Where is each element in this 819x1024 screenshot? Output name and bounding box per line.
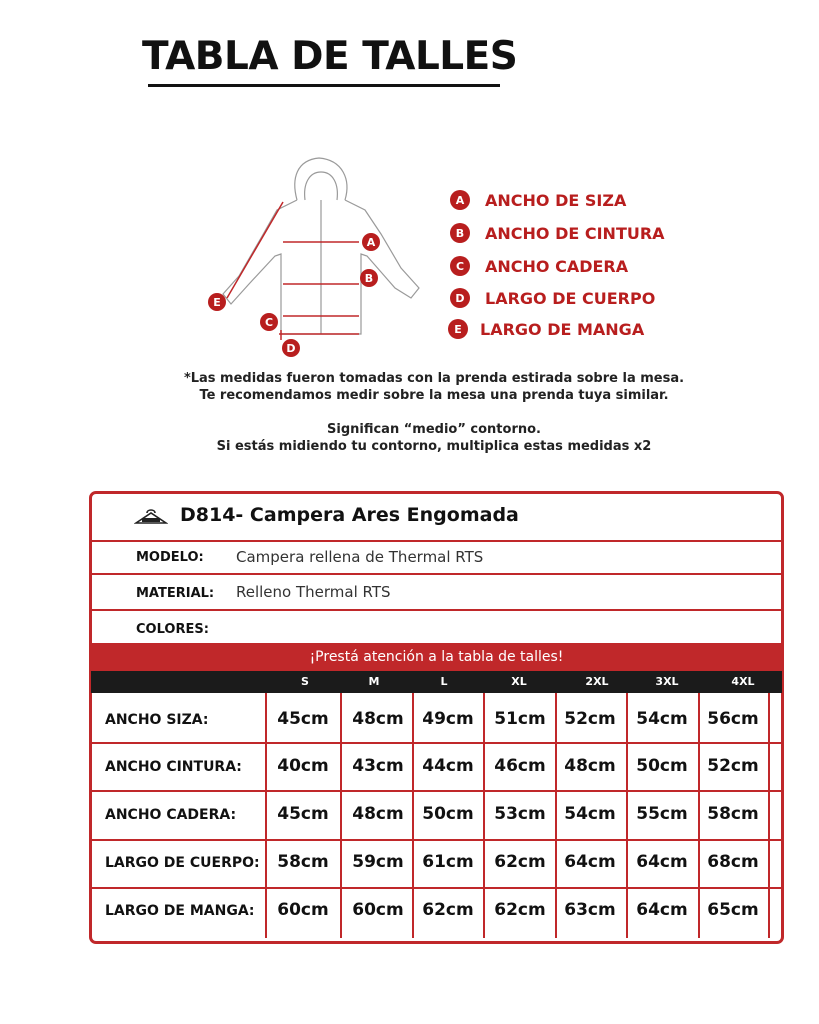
diagram-marker-e	[208, 293, 226, 311]
table-cell: 45cm	[277, 804, 329, 824]
table-cell: 60cm	[352, 900, 404, 920]
table-cell: 44cm	[422, 756, 474, 776]
table-cell: 62cm	[494, 900, 546, 920]
title-underline	[148, 84, 500, 87]
legend-badge: C	[450, 256, 470, 276]
table-cell: 50cm	[422, 804, 474, 824]
table-cell: 62cm	[422, 900, 474, 920]
product-size-card	[89, 491, 784, 944]
table-cell: 45cm	[277, 709, 329, 729]
svg-text:A: A	[366, 236, 376, 249]
spec-value: Campera rellena de Thermal RTS	[236, 548, 484, 566]
table-cell: 52cm	[707, 756, 759, 776]
table-row	[92, 842, 781, 890]
table-cell: 65cm	[707, 900, 759, 920]
table-cell: 51cm	[494, 709, 546, 729]
legend-label: ANCHO CADERA	[485, 256, 629, 276]
table-row	[92, 746, 781, 794]
size-label-xl: XL	[511, 675, 527, 688]
legend-label: ANCHO DE SIZA	[485, 190, 627, 210]
table-cell: 56cm	[707, 709, 759, 729]
legend-item-b	[450, 221, 665, 245]
row-label: ANCHO CADERA:	[105, 807, 237, 823]
table-cell: 53cm	[494, 804, 546, 824]
legend-label: LARGO DE MANGA	[480, 319, 645, 339]
legend-item-c	[450, 254, 628, 278]
diagram-marker-c	[260, 313, 278, 331]
hanger-icon	[134, 508, 168, 526]
table-cell: 68cm	[707, 852, 759, 872]
legend-badge: A	[450, 190, 470, 210]
table-cell: 58cm	[707, 804, 759, 824]
row-label: LARGO DE MANGA:	[105, 903, 255, 919]
spec-row-material	[92, 575, 781, 611]
svg-text:B: B	[364, 272, 374, 285]
size-label-3xl: 3XL	[655, 675, 679, 688]
table-cell: 48cm	[352, 709, 404, 729]
size-header-row	[91, 671, 782, 693]
legend-badge: B	[450, 223, 470, 243]
table-cell: 63cm	[564, 900, 616, 920]
note-multiply-x2: Si estás midiendo tu contorno, multiplica estas medidas x2	[216, 439, 652, 454]
row-label: ANCHO CINTURA:	[105, 759, 242, 775]
page-title: TABLA DE TALLES	[142, 34, 518, 79]
row-label: LARGO DE CUERPO:	[105, 855, 260, 871]
table-cell: 54cm	[564, 804, 616, 824]
size-label-4xl: 4XL	[731, 675, 755, 688]
table-cell: 54cm	[636, 709, 688, 729]
table-cell: 48cm	[352, 804, 404, 824]
product-title: D814- Campera Ares Engomada	[180, 504, 519, 526]
measure-lines	[227, 202, 359, 340]
diagram-marker-a	[362, 233, 380, 251]
legend-item-a	[450, 188, 626, 212]
row-label: ANCHO SIZA:	[105, 712, 209, 728]
legend-label: ANCHO DE CINTURA	[485, 223, 665, 243]
table-row	[92, 890, 781, 938]
spec-label: COLORES:	[136, 622, 209, 637]
spec-row-colors	[92, 611, 781, 643]
svg-text:D: D	[286, 342, 296, 355]
table-cell: 64cm	[636, 852, 688, 872]
table-cell: 52cm	[564, 709, 616, 729]
spec-value: Relleno Thermal RTS	[236, 583, 391, 601]
table-cell: 40cm	[277, 756, 329, 776]
spec-label: MATERIAL:	[136, 586, 215, 601]
note-measure-similar: Te recomendamos medir sobre la mesa una prenda tuya similar.	[199, 388, 669, 403]
size-label-s: S	[301, 675, 309, 688]
note-half-contour: Significan “medio” contorno.	[327, 422, 541, 437]
table-cell: 46cm	[494, 756, 546, 776]
table-cell: 43cm	[352, 756, 404, 776]
note-measured-flat: *Las medidas fueron tomadas con la prenda estirada sobre la mesa.	[183, 371, 685, 386]
table-cell: 49cm	[422, 709, 474, 729]
table-cell: 58cm	[277, 852, 329, 872]
table-cell: 55cm	[636, 804, 688, 824]
table-row	[92, 699, 781, 747]
product-header	[92, 494, 781, 542]
table-cell: 62cm	[494, 852, 546, 872]
legend-badge: E	[448, 319, 468, 339]
table-cell: 64cm	[564, 852, 616, 872]
svg-text:C: C	[264, 316, 274, 329]
svg-text:E: E	[213, 296, 221, 309]
legend-item-e	[448, 317, 644, 341]
jacket-outline	[223, 158, 419, 334]
table-cell: 64cm	[636, 900, 688, 920]
table-cell: 61cm	[422, 852, 474, 872]
table-cell: 60cm	[277, 900, 329, 920]
size-table-banner: ¡Prestá atención a la tabla de talles!	[89, 643, 784, 671]
size-label-l: L	[440, 675, 448, 688]
legend-badge: D	[450, 288, 470, 308]
diagram-marker-b	[360, 269, 378, 287]
spec-label: MODELO:	[136, 550, 204, 565]
spec-row-model	[92, 542, 781, 575]
table-cell: 50cm	[636, 756, 688, 776]
size-label-m: M	[368, 675, 380, 688]
table-row	[92, 794, 781, 842]
legend-label: LARGO DE CUERPO	[485, 288, 656, 308]
size-label-2xl: 2XL	[585, 675, 609, 688]
table-cell: 59cm	[352, 852, 404, 872]
table-cell: 48cm	[564, 756, 616, 776]
legend-item-d	[450, 286, 655, 310]
jacket-measurement-diagram	[205, 138, 437, 364]
diagram-marker-d	[282, 339, 300, 357]
